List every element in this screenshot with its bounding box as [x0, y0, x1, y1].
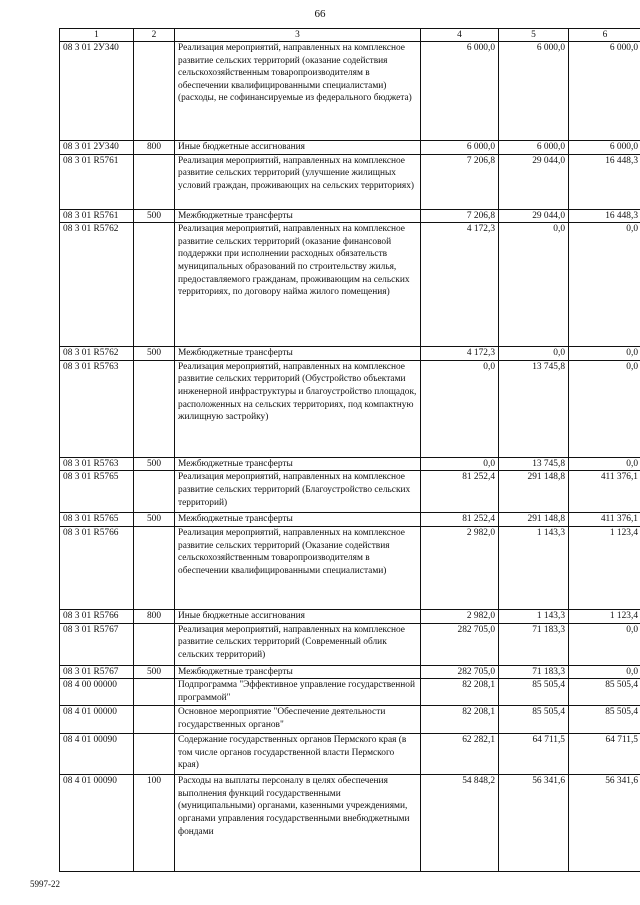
row-description: Основное мероприятие "Обеспечение деятельности государственных органов" [175, 706, 421, 734]
row-code: 08 3 01 R5762 [60, 347, 134, 361]
row-value-col4: 54 848,2 [421, 775, 499, 872]
row-value-col5: 13 745,8 [499, 457, 569, 471]
row-value-col5: 1 143,3 [499, 526, 569, 609]
row-value-col4: 4 172,3 [421, 347, 499, 361]
row-value-col5: 291 148,8 [499, 513, 569, 527]
row-value-col4: 7 206,8 [421, 154, 499, 209]
row-value-col5: 71 183,3 [499, 665, 569, 679]
row-expense-type [134, 623, 175, 665]
row-value-col6: 6 000,0 [569, 42, 640, 141]
row-value-col4: 81 252,4 [421, 513, 499, 527]
table-row [60, 347, 640, 361]
page-number: 66 [314, 8, 326, 20]
row-expense-type: 500 [134, 665, 175, 679]
row-code: 08 3 01 R5761 [60, 154, 134, 209]
row-value-col4: 82 208,1 [421, 706, 499, 734]
row-value-col5: 64 711,5 [499, 734, 569, 775]
row-expense-type: 500 [134, 347, 175, 361]
row-value-col4: 62 282,1 [421, 734, 499, 775]
row-code: 08 3 01 R5766 [60, 609, 134, 623]
table-row [60, 457, 640, 471]
row-expense-type [134, 42, 175, 141]
row-expense-type: 800 [134, 141, 175, 155]
row-code: 08 3 01 2У340 [60, 42, 134, 141]
row-description: Расходы на выплаты персоналу в целях обеспечения выполнения функций государственными (муниципальными) органами, казенными учреждениями, органами управления государственными внебюджетными фондами [175, 775, 421, 872]
table-row [60, 154, 640, 209]
row-description: Межбюджетные трансферты [175, 665, 421, 679]
table-row [60, 665, 640, 679]
table-row [60, 526, 640, 609]
header-col-4: 4 [421, 29, 499, 42]
row-code: 08 4 01 00090 [60, 775, 134, 872]
row-value-col4: 0,0 [421, 457, 499, 471]
row-expense-type [134, 526, 175, 609]
row-value-col6: 0,0 [569, 347, 640, 361]
row-value-col6: 0,0 [569, 665, 640, 679]
row-value-col4: 2 982,0 [421, 609, 499, 623]
row-value-col4: 7 206,8 [421, 209, 499, 223]
table-row [60, 734, 640, 775]
row-value-col6: 0,0 [569, 623, 640, 665]
row-description: Межбюджетные трансферты [175, 347, 421, 361]
row-expense-type: 500 [134, 513, 175, 527]
row-expense-type [134, 679, 175, 706]
row-description: Реализация мероприятий, направленных на комплексное развитие сельских территорий (оказание содействия сельскохозяйственным товаропроизводителям в обеспечении квалифицированными специалистами) (расходы, не софинансируемые из федерального бюджета) [175, 42, 421, 141]
row-description: Содержание государственных органов Пермского края (в том числе органов государственной власти Пермского края) [175, 734, 421, 775]
row-expense-type: 500 [134, 209, 175, 223]
row-value-col5: 29 044,0 [499, 209, 569, 223]
table-row [60, 609, 640, 623]
row-value-col4: 82 208,1 [421, 679, 499, 706]
row-value-col6: 1 123,4 [569, 526, 640, 609]
table-row [60, 209, 640, 223]
row-description: Межбюджетные трансферты [175, 457, 421, 471]
row-value-col5: 13 745,8 [499, 360, 569, 457]
row-code: 08 4 01 00000 [60, 706, 134, 734]
header-col-2: 2 [134, 29, 175, 42]
row-value-col5: 29 044,0 [499, 154, 569, 209]
row-description: Иные бюджетные ассигнования [175, 609, 421, 623]
row-value-col6: 85 505,4 [569, 679, 640, 706]
row-value-col6: 16 448,3 [569, 209, 640, 223]
header-col-5: 5 [499, 29, 569, 42]
row-description: Межбюджетные трансферты [175, 513, 421, 527]
row-value-col5: 291 148,8 [499, 471, 569, 513]
row-code: 08 3 01 R5767 [60, 623, 134, 665]
row-expense-type [134, 471, 175, 513]
row-code: 08 3 01 R5765 [60, 471, 134, 513]
row-description: Реализация мероприятий, направленных на комплексное развитие сельских территорий (Обустройство объектами инженерной инфраструктуры и благоустройство площадок, расположенных на сельских территориях, под компактную жилищную застройку) [175, 360, 421, 457]
row-value-col5: 0,0 [499, 223, 569, 347]
row-code: 08 3 01 R5766 [60, 526, 134, 609]
table-row [60, 360, 640, 457]
row-description: Реализация мероприятий, направленных на комплексное развитие сельских территорий (Современный облик сельских территорий) [175, 623, 421, 665]
row-value-col6: 85 505,4 [569, 706, 640, 734]
table-row [60, 513, 640, 527]
row-code: 08 3 01 R5767 [60, 665, 134, 679]
row-description: Реализация мероприятий, направленных на комплексное развитие сельских территорий (оказание финансовой поддержки при исполнении расходных обязательств муниципальных образований по строительству жилья, предоставляемого гражданам, проживающим на сельских территориях, по договору найма жилого помещения) [175, 223, 421, 347]
table-row [60, 679, 640, 706]
row-value-col6: 0,0 [569, 457, 640, 471]
table-header-row [60, 29, 640, 42]
row-value-col5: 85 505,4 [499, 706, 569, 734]
row-value-col6: 64 711,5 [569, 734, 640, 775]
row-value-col6: 411 376,1 [569, 513, 640, 527]
row-value-col6: 1 123,4 [569, 609, 640, 623]
row-code: 08 4 00 00000 [60, 679, 134, 706]
row-expense-type: 800 [134, 609, 175, 623]
row-expense-type [134, 360, 175, 457]
table-row [60, 623, 640, 665]
row-value-col5: 56 341,6 [499, 775, 569, 872]
row-code: 08 3 01 R5762 [60, 223, 134, 347]
row-value-col4: 6 000,0 [421, 42, 499, 141]
row-value-col4: 6 000,0 [421, 141, 499, 155]
row-value-col5: 85 505,4 [499, 679, 569, 706]
table-row [60, 775, 640, 872]
header-col-1: 1 [60, 29, 134, 42]
header-col-6: 6 [569, 29, 640, 42]
row-description: Реализация мероприятий, направленных на комплексное развитие сельских территорий (Благоустройство сельских территорий) [175, 471, 421, 513]
row-description: Реализация мероприятий, направленных на комплексное развитие сельских территорий (Оказание содействия сельскохозяйственным товаропроизводителям в обеспечении квалифицированными специалистами) [175, 526, 421, 609]
row-expense-type [134, 706, 175, 734]
row-value-col6: 56 341,6 [569, 775, 640, 872]
document-footer-code: 5997-22 [30, 879, 60, 889]
table-row [60, 141, 640, 155]
row-value-col6: 0,0 [569, 223, 640, 347]
row-code: 08 3 01 R5761 [60, 209, 134, 223]
row-value-col4: 4 172,3 [421, 223, 499, 347]
header-col-3: 3 [175, 29, 421, 42]
row-value-col4: 0,0 [421, 360, 499, 457]
row-value-col5: 6 000,0 [499, 141, 569, 155]
row-value-col4: 282 705,0 [421, 665, 499, 679]
row-code: 08 3 01 2У340 [60, 141, 134, 155]
budget-table [59, 28, 640, 872]
table-row [60, 471, 640, 513]
row-value-col6: 16 448,3 [569, 154, 640, 209]
row-code: 08 3 01 R5763 [60, 360, 134, 457]
row-code: 08 3 01 R5763 [60, 457, 134, 471]
row-value-col6: 0,0 [569, 360, 640, 457]
row-code: 08 3 01 R5765 [60, 513, 134, 527]
row-value-col5: 0,0 [499, 347, 569, 361]
row-expense-type [134, 734, 175, 775]
row-value-col5: 1 143,3 [499, 609, 569, 623]
row-description: Подпрограмма "Эффективное управление государственной программой" [175, 679, 421, 706]
row-description: Иные бюджетные ассигнования [175, 141, 421, 155]
table-row [60, 42, 640, 141]
row-code: 08 4 01 00090 [60, 734, 134, 775]
row-value-col6: 6 000,0 [569, 141, 640, 155]
row-expense-type [134, 154, 175, 209]
row-description: Реализация мероприятий, направленных на комплексное развитие сельских территорий (улучшение жилищных условий граждан, проживающих на сельских территориях) [175, 154, 421, 209]
row-description: Межбюджетные трансферты [175, 209, 421, 223]
row-value-col5: 6 000,0 [499, 42, 569, 141]
table-row [60, 223, 640, 347]
table-row [60, 706, 640, 734]
row-expense-type: 500 [134, 457, 175, 471]
row-value-col4: 81 252,4 [421, 471, 499, 513]
row-value-col5: 71 183,3 [499, 623, 569, 665]
row-value-col4: 2 982,0 [421, 526, 499, 609]
row-expense-type [134, 223, 175, 347]
row-expense-type: 100 [134, 775, 175, 872]
row-value-col6: 411 376,1 [569, 471, 640, 513]
row-value-col4: 282 705,0 [421, 623, 499, 665]
